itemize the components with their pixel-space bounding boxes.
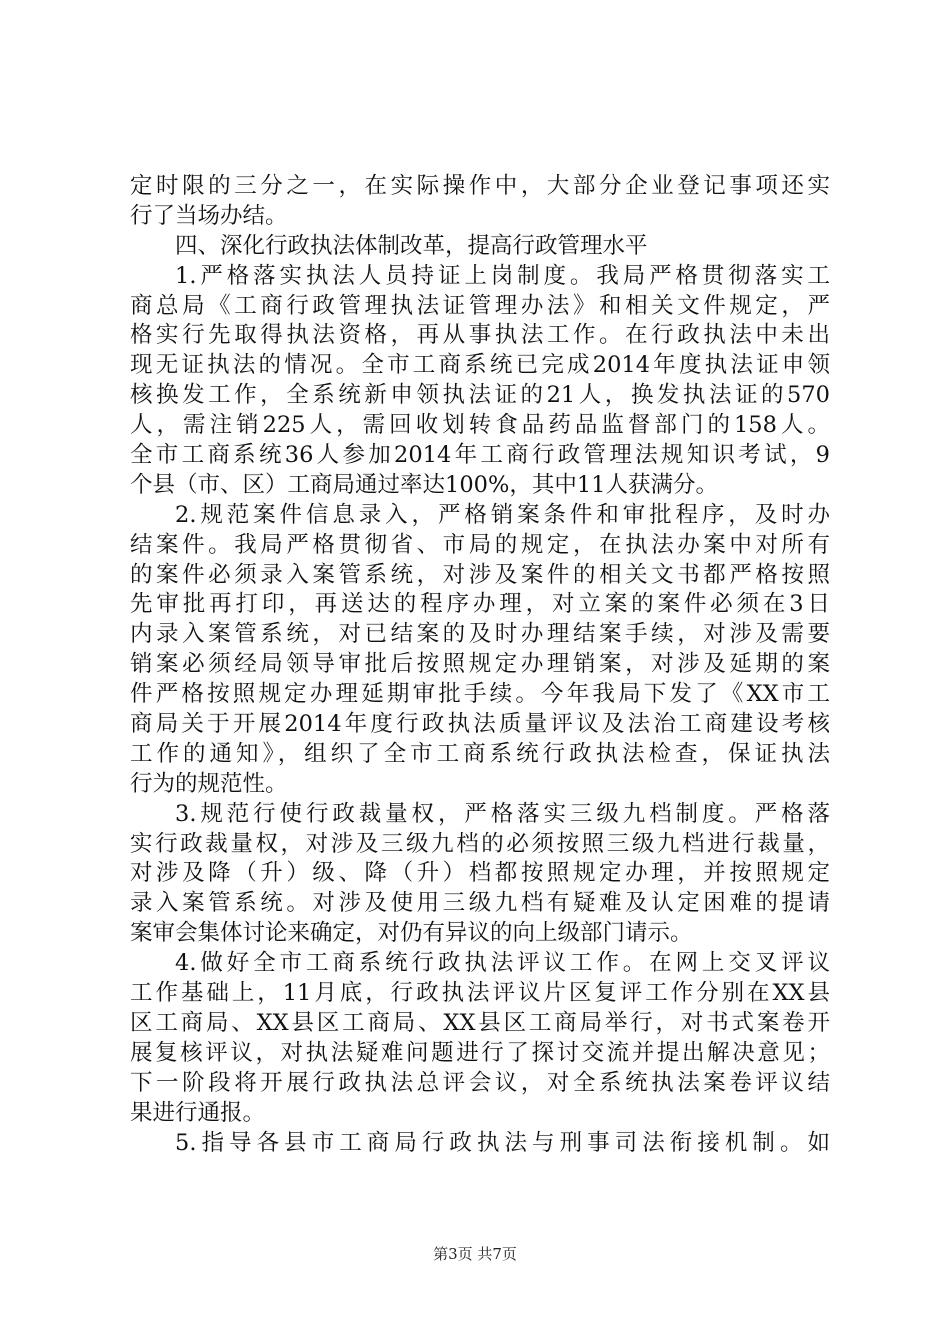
text-line: 现无证执法的情况。全市工商系统已完成2014年度执法证申领: [130, 352, 830, 379]
text-line: 个县（市、区）工商局通过率达100%，其中11人获满分。: [130, 471, 718, 498]
text-line: 工作基础上，11月底，行政执法评议片区复评工作分别在XX县: [130, 980, 830, 1007]
text-line: 3.规范行使行政裁量权，严格落实三级九档制度。严格落: [175, 800, 830, 827]
text-line: 件严格按照规定办理延期审批手续。今年我局下发了《XX市工: [130, 681, 830, 708]
text-line: 行了当场办结。: [130, 202, 288, 229]
text-line: 区工商局、XX县区工商局、XX县区工商局举行，对书式案卷开: [130, 1009, 830, 1036]
document-body: [130, 172, 830, 1158]
text-line: 四、深化行政执法体制改革，提高行政管理水平: [175, 232, 648, 259]
text-line: 下一阶段将开展行政执法总评会议，对全系统执法案卷评议结: [130, 1069, 830, 1096]
text-line: 录入案管系统。对涉及使用三级九档有疑难及认定困难的提请: [130, 890, 830, 917]
text-line: 行为的规范性。: [130, 770, 288, 797]
text-line: 先审批再打印，再送达的程序办理，对立案的案件必须在3日: [130, 591, 830, 618]
text-line: 人，需注销225人，需回收划转食品药品监督部门的158人。: [130, 412, 830, 439]
page-footer: 第3页 共7页: [433, 1245, 517, 1263]
text-line: 定时限的三分之一，在实际操作中，大部分企业登记事项还实: [130, 173, 830, 199]
text-line: 结案件。我局严格贯彻省、市局的规定，在执法办案中对所有: [130, 531, 830, 558]
text-line: 案审会集体讨论来确定，对仍有异议的向上级部门请示。: [130, 920, 693, 947]
text-line: 实行政裁量权，对涉及三级九档的必须按照三级九档进行裁量，: [130, 830, 830, 857]
text-line: 全市工商系统36人参加2014年工商行政管理法规知识考试，9: [130, 442, 830, 469]
text-line: 2.规范案件信息录入，严格销案条件和审批程序，及时办: [175, 501, 830, 528]
text-line: 工作的通知》，组织了全市工商系统行政执法检查，保证执法: [130, 740, 830, 767]
text-line: 的案件必须录入案管系统，对涉及案件的相关文书都严格按照: [130, 561, 830, 588]
text-line: 果进行通报。: [130, 1099, 266, 1126]
text-line: 内录入案管系统，对已结案的及时办理结案手续，对涉及需要: [130, 621, 830, 648]
text-line: 销案必须经局领导审批后按照规定办理销案，对涉及延期的案: [130, 651, 830, 678]
text-line: 5.指导各县市工商局行政执法与刑事司法衔接机制。如: [175, 1129, 830, 1156]
text-line: 1.严格落实执法人员持证上岗制度。我局严格贯彻落实工: [175, 262, 830, 289]
text-line: 商局关于开展2014年度行政执法质量评议及法治工商建设考核: [130, 711, 830, 738]
text-line: 核换发工作，全系统新申领执法证的21人，换发执法证的570: [130, 382, 830, 409]
text-line: 对涉及降（升）级、降（升）档都按照规定办理，并按照规定: [130, 860, 830, 887]
text-line: 格实行先取得执法资格，再从事执法工作。在行政执法中未出: [130, 322, 830, 349]
text-line: 展复核评议，对执法疑难问题进行了探讨交流并提出解决意见；: [130, 1039, 830, 1066]
text-line: 4.做好全市工商系统行政执法评议工作。在网上交叉评议: [175, 950, 830, 977]
text-line: 商总局《工商行政管理执法证管理办法》和相关文件规定，严: [130, 292, 830, 319]
